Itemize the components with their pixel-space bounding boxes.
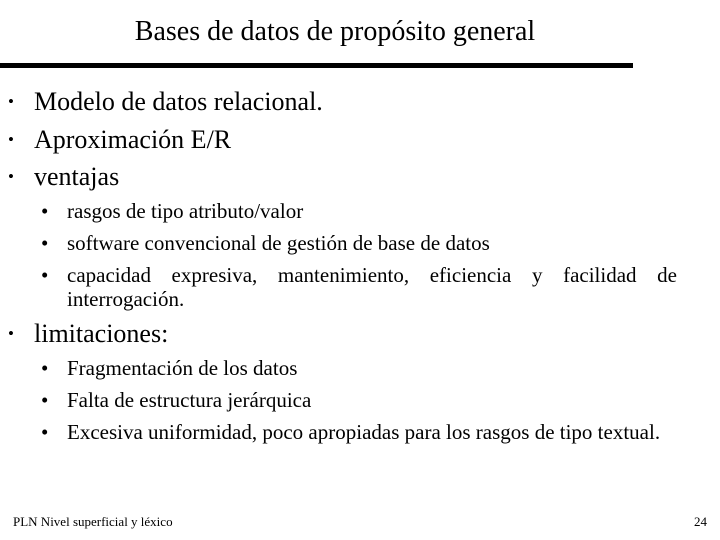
footer-page-number: 24 (694, 514, 707, 529)
sub-bullet-marker: • (41, 420, 49, 444)
bullet-marker: • (8, 130, 14, 149)
bullet-text: limitaciones: (34, 319, 169, 348)
sub-bullet-text: Fragmentación de los datos (67, 356, 298, 380)
bullet-marker: • (8, 324, 14, 343)
bullet-text: Aproximación E/R (34, 125, 232, 154)
sub-bullet-marker: • (41, 199, 49, 223)
slide-title: Bases de datos de propósito general (134, 16, 536, 47)
sub-bullet-item (41, 199, 677, 223)
sub-bullet-text: Excesiva uniformidad, poco apropiadas para los rasgos de tipo textual. (67, 420, 661, 444)
sub-bullet-item (41, 263, 677, 311)
bullet-marker: • (8, 167, 14, 186)
bullet-text: Modelo de datos relacional. (34, 87, 323, 116)
sub-bullet-text: software convencional de gestión de base de datos (67, 231, 490, 255)
bullet-text: ventajas (34, 162, 120, 191)
sub-bullet-text: Falta de estructura jerárquica (67, 388, 312, 412)
sub-bullet-item (41, 356, 677, 380)
title-underline (0, 63, 633, 68)
sub-bullet-item (41, 388, 677, 412)
bullet-marker: • (8, 92, 14, 111)
sub-bullet-item (41, 420, 677, 444)
footer-course-label: PLN Nivel superficial y léxico (13, 514, 173, 529)
sub-bullet-text: rasgos de tipo atributo/valor (67, 199, 304, 223)
sub-bullet-marker: • (41, 356, 49, 380)
sub-bullet-text: capacidad expresiva, mantenimiento, eficiencia y facilidad de interrogación. (67, 263, 677, 311)
sub-bullet-item (41, 231, 677, 255)
sub-bullet-marker: • (41, 231, 49, 255)
sub-bullet-marker: • (41, 388, 49, 412)
sub-bullet-marker: • (41, 263, 49, 287)
